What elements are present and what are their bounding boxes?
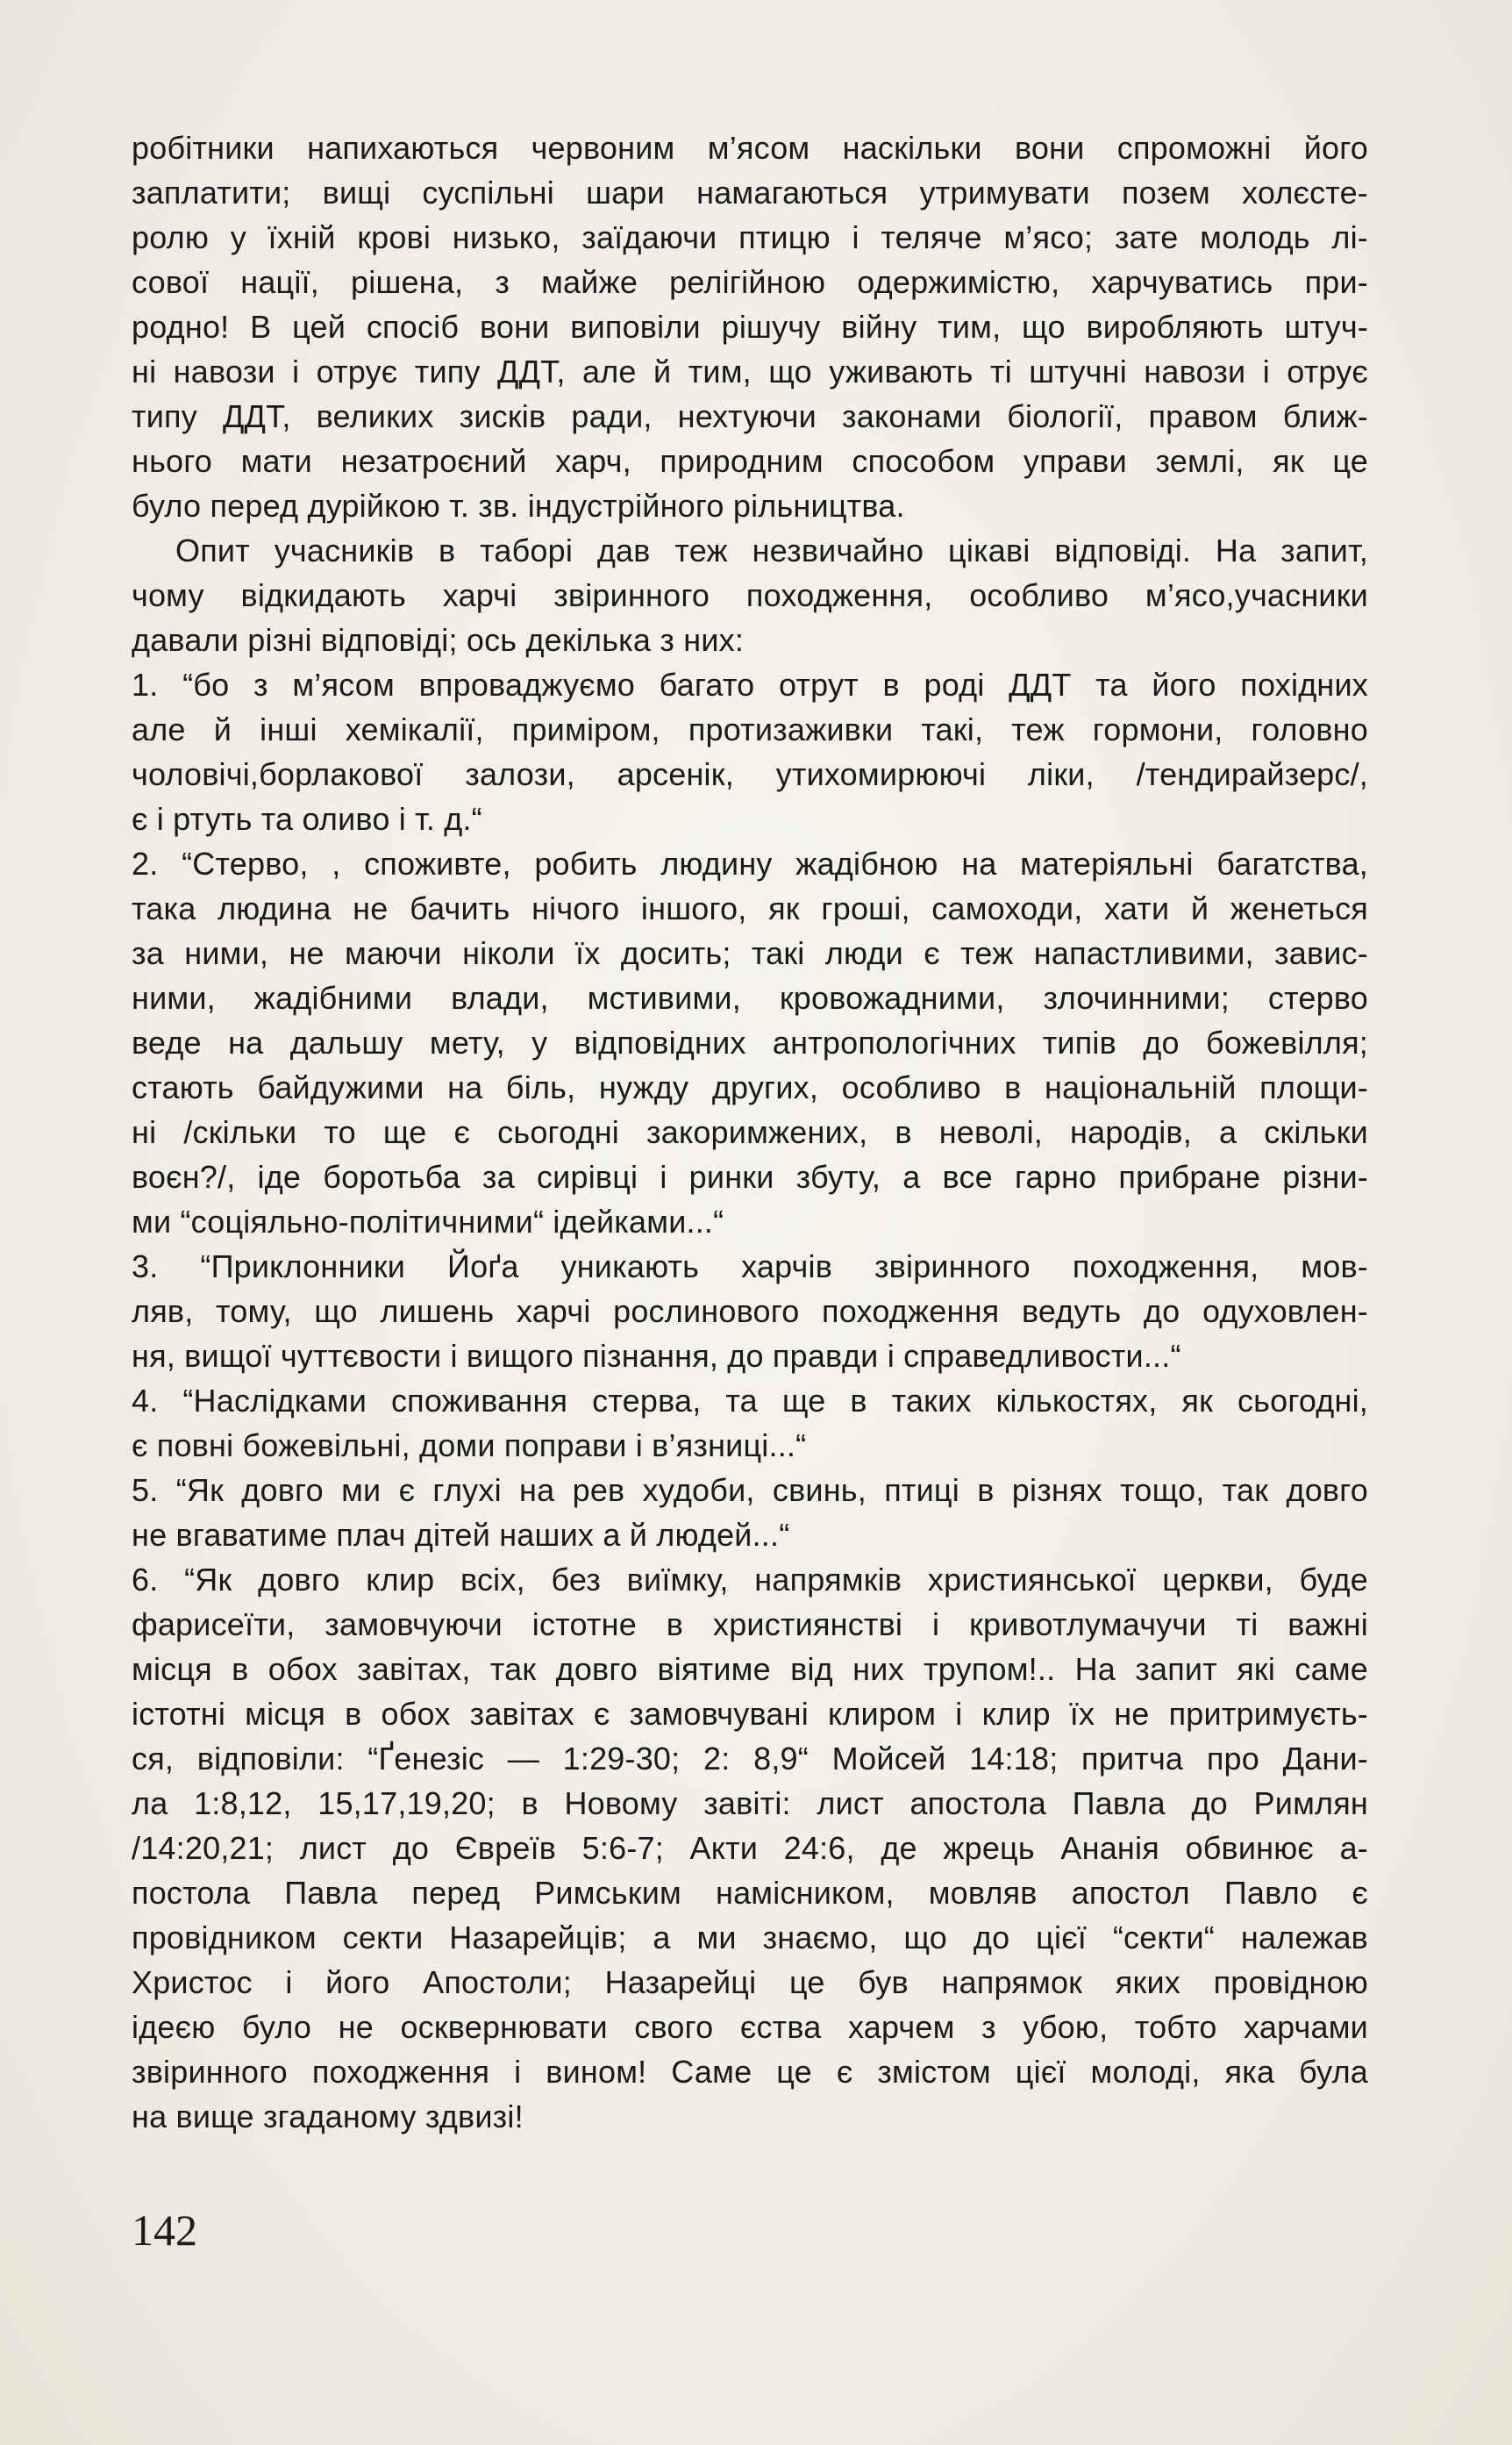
text-line: ні /скільки то ще є сьогодні закоримжених, в неволі, народів, а скільки <box>132 1114 1368 1150</box>
text-line: ними, жадібними влади, мстивими, кровожадними, злочинними; стерво <box>132 980 1368 1016</box>
text-line: істотні місця в обох завітах є замовчувані клиром і клир їх не притримуєть- <box>132 1696 1368 1732</box>
text-line: 3. “Приклонники Йоґа уникають харчів звіринного походження, мов- <box>132 1248 1368 1284</box>
text-line: звіринного походження і вином! Саме це є змістом цієї молоді, яка була <box>132 2054 1368 2090</box>
text-line: 6. “Як довго клир всіх, без виїмку, напрямків християнської церкви, буде <box>132 1562 1368 1598</box>
text-line: ролю у їхній крові низько, заїдаючи птицю і теляче м’ясо; зате молодь лі- <box>132 219 1368 255</box>
text-line: родно! В цей спосіб вони виповіли рішучу війну тим, що виробляють штуч- <box>132 309 1368 345</box>
text-line: воєн?/, іде боротьба за сирівці і ринки збуту, а все гарно прибране різни- <box>132 1159 1368 1195</box>
text-line: провідником секти Назарейців; а ми знаємо, що до цієї “секти“ належав <box>132 1920 1368 1955</box>
text-line: ми “соціяльно-політичними“ ідейками...“ <box>132 1204 724 1240</box>
text-line: нього мати незатроєний харч, природним способом управи землі, як це <box>132 443 1368 479</box>
text-line: ідеєю було не осквернювати свого єства харчем з убою, тобто харчами <box>132 2009 1368 2045</box>
text-line: типу ДДТ, великих зисків ради, нехтуючи законами біології, правом ближ- <box>132 398 1368 434</box>
text-line: веде на дальшу мету, у відповідних антропологічних типів до божевілля; <box>132 1025 1368 1061</box>
text-line: постола Павла перед Римським намісником, мовляв апостол Павло є <box>132 1875 1368 1911</box>
text-line: було перед дурійкою т. зв. індустрійного рільництва. <box>132 488 905 524</box>
text-line: але й інші хемікалії, приміром, протизаживки такі, теж гормони, головно <box>132 711 1368 747</box>
text-line: /14:20,21; лист до Євреїв 5:6-7; Акти 24:6, де жрець Ананія обвинює а- <box>132 1830 1368 1866</box>
text-line: є повні божевільні, доми поправи і в’язниці...“ <box>132 1427 807 1463</box>
text-line: не вгаватиме плач дітей наших а й людей...“ <box>132 1517 790 1553</box>
text-line: 4. “Наслідками споживання стерва, та ще в таких кількостях, як сьогодні, <box>132 1383 1368 1419</box>
text-line: сової нації, рішена, з майже релігійною одержимістю, харчуватись при- <box>132 264 1368 300</box>
text-line: 2. “Стерво, , споживте, робить людину жадібною на матеріяльні багатства, <box>132 846 1368 882</box>
text-line: ня, вищої чуттєвости і вищого пізнання, до правди і справедливости...“ <box>132 1338 1181 1374</box>
text-line: ні навози і отрує типу ДДТ, але й тим, що уживають ті штучні навози і отрує <box>132 354 1368 390</box>
text-line: така людина не бачить нічого іншого, як гроші, самоходи, хати й женеться <box>132 890 1368 926</box>
text-line: за ними, не маючи ніколи їх досить; такі люди є теж напастливими, завис- <box>132 935 1368 971</box>
text-line: 5. “Як довго ми є глухі на рев худоби, свинь, птиці в різнях тощо, так довго <box>132 1472 1368 1508</box>
text-line: давали різні відповіді; ось декілька з них: <box>132 622 745 658</box>
text-line: на вище згаданому здвизі! <box>132 2098 524 2134</box>
text-line: Опит учасників в таборі дав теж незвичайно цікаві відповіді. На запит, <box>175 533 1368 568</box>
text-line: чоловічі,борлакової залози, арсенік, утихомирюючі ліки, /тендирайзерс/, <box>132 756 1368 792</box>
text-line: стають байдужими на біль, нужду других, особливо в національній площи- <box>132 1069 1368 1105</box>
text-line: чому відкидають харчі звіринного походження, особливо м’ясо,учасники <box>132 577 1368 613</box>
text-line: місця в обох завітах, так довго віятиме від них трупом!.. На запит які саме <box>132 1651 1368 1687</box>
text-line: 1. “бо з м’ясом впроваджуємо багато отрут в роді ДДТ та його похідних <box>132 667 1368 703</box>
text-line: Христос і його Апостоли; Назарейці це був напрямок яких провідною <box>132 1964 1368 2000</box>
text-line: ся, відповіли: “Ґенезіс — 1:29-30; 2: 8,9“ Мойсей 14:18; притча про Дани- <box>132 1741 1368 1777</box>
text-line: ла 1:8,12, 15,17,19,20; в Новому завіті: лист апостола Павла до Римлян <box>132 1785 1368 1821</box>
text-line: є і ртуть та оливо і т. д.“ <box>132 801 482 837</box>
body-text <box>132 125 1368 2139</box>
text-line: робітники напихаються червоним м’ясом наскільки вони спроможні його <box>132 130 1368 166</box>
text-line: фарисеїти, замовчуючи істотне в християнстві і кривотлумачучи ті важні <box>132 1606 1368 1642</box>
text-line: ляв, тому, що лишень харчі рослинового походження ведуть до одуховлен- <box>132 1293 1368 1329</box>
text-line: заплатити; вищі суспільні шари намагаються утримувати позем холєсте- <box>132 175 1368 211</box>
page-number: 142 <box>132 2206 197 2255</box>
